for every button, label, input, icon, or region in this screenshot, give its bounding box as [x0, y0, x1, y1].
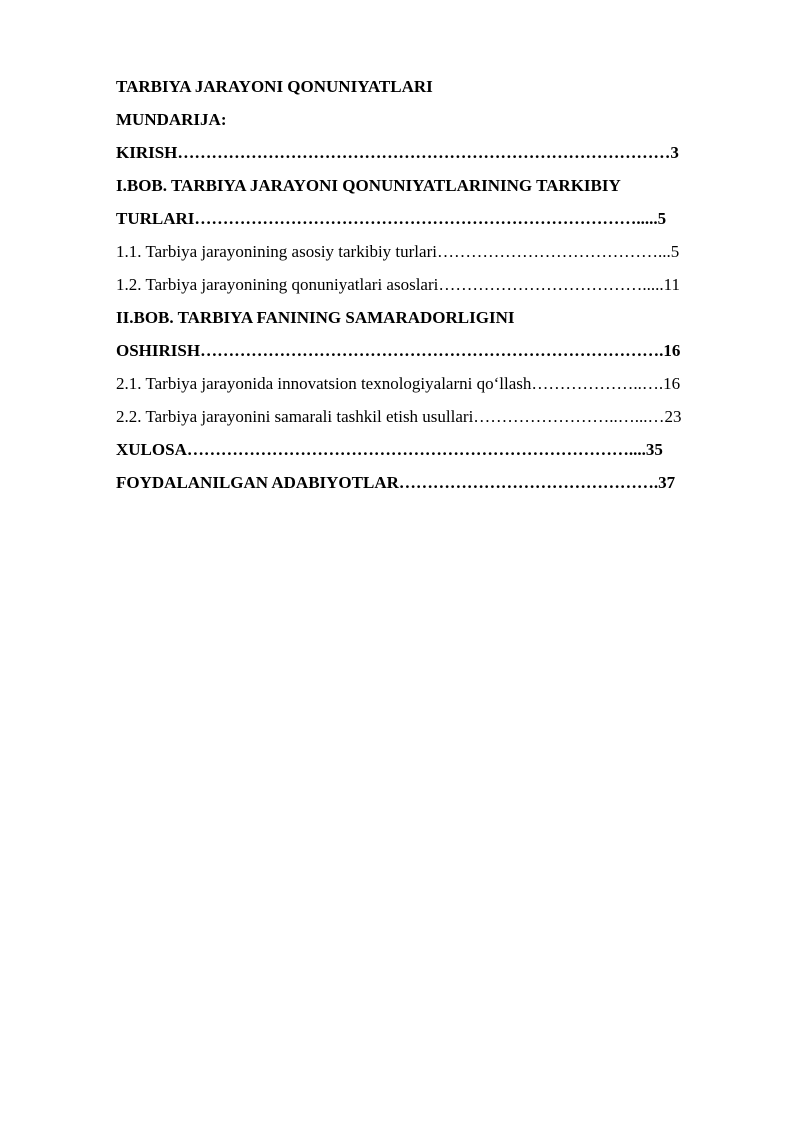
toc-entry-kirish: KIRISH……………………………………………………………………………3 [116, 143, 679, 162]
document-page [116, 76, 746, 505]
toc-entry-references: FOYDALANILGAN ADABIYOTLAR……………………………………….37 [116, 473, 676, 492]
toc-entry-xulosa: XULOSA……………………………………………………………………....35 [116, 440, 663, 459]
toc-entry-section-2-1: 2.1. Tarbiya jarayonida innovatsion texnologiyalarni qo‘llash………………..….16 [116, 374, 681, 393]
document-title: TARBIYA JARAYONI QONUNIYATLARI [116, 77, 433, 96]
toc-entry-section-1-2: 1.2. Tarbiya jarayonining qonuniyatlari asoslari……………………………….....11 [116, 275, 680, 294]
toc-heading: MUNDARIJA: [116, 110, 227, 129]
toc-entry-chapter-1-continuation: TURLARI…………………………………………………………………….....5 [116, 209, 667, 228]
toc-entry-section-2-2: 2.2. Tarbiya jarayonini samarali tashkil etish usullari……………………..…...…23 [116, 407, 682, 426]
toc-entry-chapter-1-title: I.BOB. TARBIYA JARAYONI QONUNIYATLARINING TARKIBIY [116, 176, 621, 195]
toc-entry-section-1-1: 1.1. Tarbiya jarayonining asosiy tarkibiy turlari…………………………………...5 [116, 242, 680, 261]
toc-entry-chapter-2-title: II.BOB. TARBIYA FANINING SAMARADORLIGINI [116, 308, 515, 327]
toc-entry-chapter-2-continuation: OSHIRISH……………………………………………………………………….16 [116, 341, 681, 360]
